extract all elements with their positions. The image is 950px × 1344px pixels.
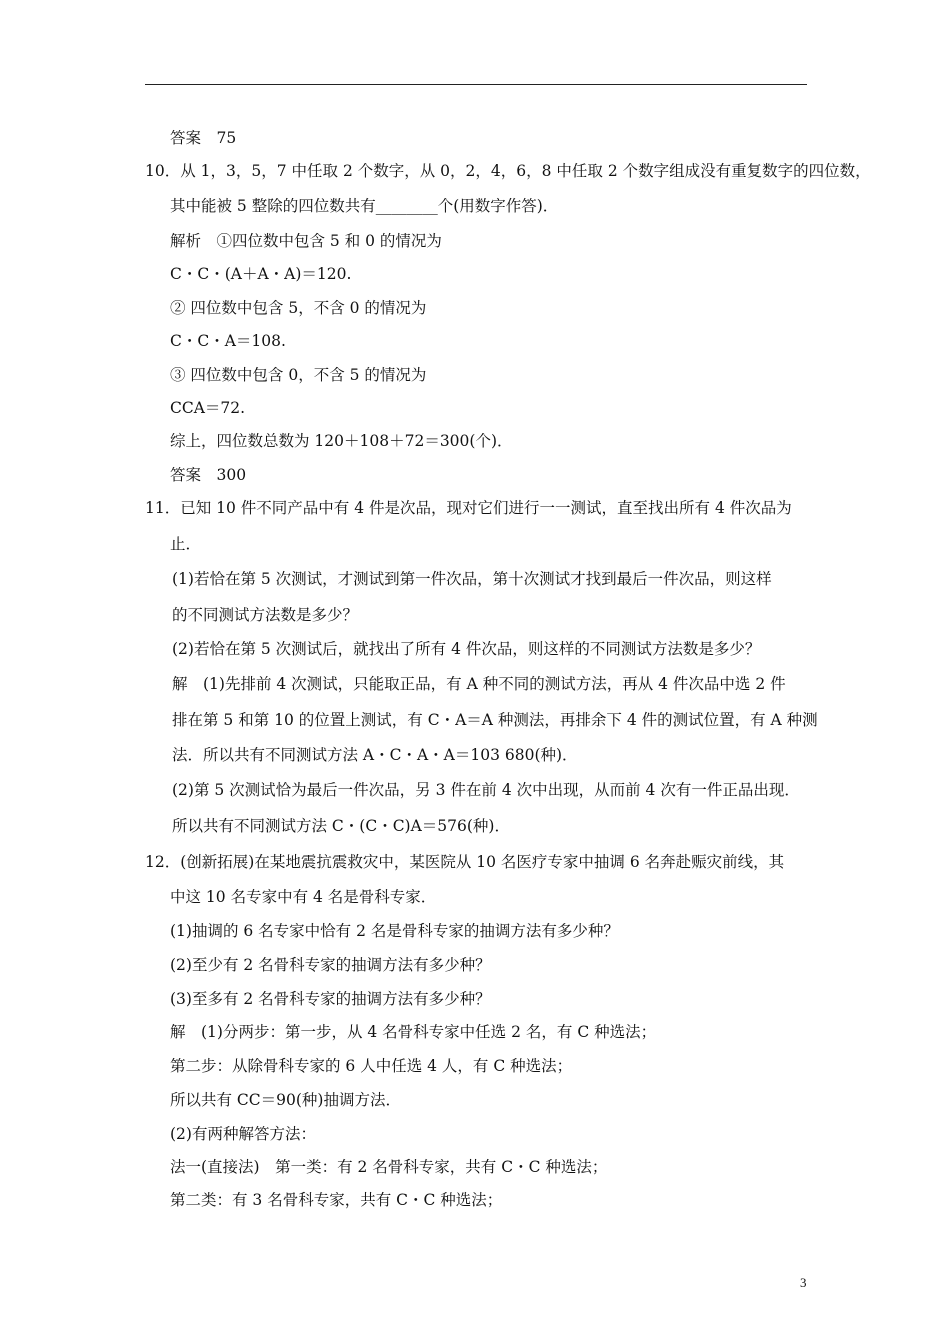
solution-line: 第二步：从除骨科专家的 6 人中任选 4 人，有 C 种选法；: [170, 1057, 573, 1075]
solution-line: 第二类：有 3 名骨科专家，共有 C・C 种选法；: [170, 1191, 503, 1209]
solution-line: 所以共有不同测试方法 C・(C・C)A＝576(种)．: [172, 817, 510, 835]
case-line: ② 四位数中包含 5，不含 0 的情况为: [170, 299, 427, 317]
question-line: (2)若恰在第 5 次测试后，就找出了所有 4 件次品，则这样的不同测试方法数是多少？: [172, 640, 761, 658]
formula-line: C・C・(A＋A・A)＝120.: [170, 265, 352, 283]
problem-11-stem-cont: 止．: [170, 535, 202, 553]
solution-line: 法一(直接法) 第一类：有 2 名骨科专家，共有 C・C 种选法；: [170, 1158, 608, 1176]
summary-line: 综上，四位数总数为 120＋108＋72＝300(个)．: [170, 432, 513, 450]
question-line: (1)抽调的 6 名专家中恰有 2 名是骨科专家的抽调方法有多少种？: [170, 922, 619, 940]
question-line: (1)若恰在第 5 次测试，才测试到第一件次品，第十次测试才找到最后一件次品，则这样: [172, 570, 772, 588]
question-line: (2)至少有 2 名骨科专家的抽调方法有多少种？: [170, 956, 491, 974]
answer-line: 答案 300: [170, 466, 247, 484]
answer-line: 答案 75: [170, 129, 237, 147]
question-line: 的不同测试方法数是多少？: [172, 606, 359, 624]
page-number: 3: [800, 1275, 807, 1290]
problem-12-stem: 12．(创新拓展)在某地震抗震救灾中，某医院从 10 名医疗专家中抽调 6 名奔赴赈灾前线，其: [145, 853, 785, 871]
header-rule: [145, 84, 807, 85]
solution-line: 所以共有 CC＝90(种)抽调方法．: [170, 1091, 401, 1109]
solution-line: 法．所以共有不同测试方法 A・C・A・A＝103 680(种)．: [172, 746, 578, 764]
analysis-line: 解析 ①四位数中包含 5 和 0 的情况为: [170, 232, 442, 250]
formula-line: CCA＝72.: [170, 399, 246, 417]
formula-line: C・C・A＝108.: [170, 332, 286, 350]
problem-12-stem-cont: 中这 10 名专家中有 4 名是骨科专家．: [170, 888, 437, 906]
problem-11-stem: 11．已知 10 件不同产品中有 4 件是次品，现对它们进行一一测试，直至找出所有 4 件次品为: [145, 499, 792, 517]
solution-line: (2)有两种解答方法：: [170, 1125, 316, 1143]
solution-line: 解 (1)先排前 4 次测试，只能取正品，有 A 种不同的测试方法，再从 4 件次品中选 2 件: [172, 675, 786, 693]
solution-line: (2)第 5 次测试恰为最后一件次品，另 3 件在前 4 次中出现，从而前 4 次有一件正品出现．: [172, 781, 800, 799]
problem-10-stem: 10．从 1，3，5，7 中任取 2 个数字，从 0，2，4，6，8 中任取 2 个数字组成没有重复数字的四位数，: [145, 162, 871, 180]
case-line: ③ 四位数中包含 0，不含 5 的情况为: [170, 366, 427, 384]
solution-line: 排在第 5 和第 10 的位置上测试，有 C・A＝A 种测法，再排余下 4 件的测试位置，有 A 种测: [172, 711, 818, 729]
solution-line: 解 (1)分两步：第一步，从 4 名骨科专家中任选 2 名，有 C 种选法；: [170, 1023, 657, 1041]
question-line: (3)至多有 2 名骨科专家的抽调方法有多少种？: [170, 990, 491, 1008]
problem-10-stem-cont: 其中能被 5 整除的四位数共有________个(用数字作答)．: [170, 197, 559, 215]
